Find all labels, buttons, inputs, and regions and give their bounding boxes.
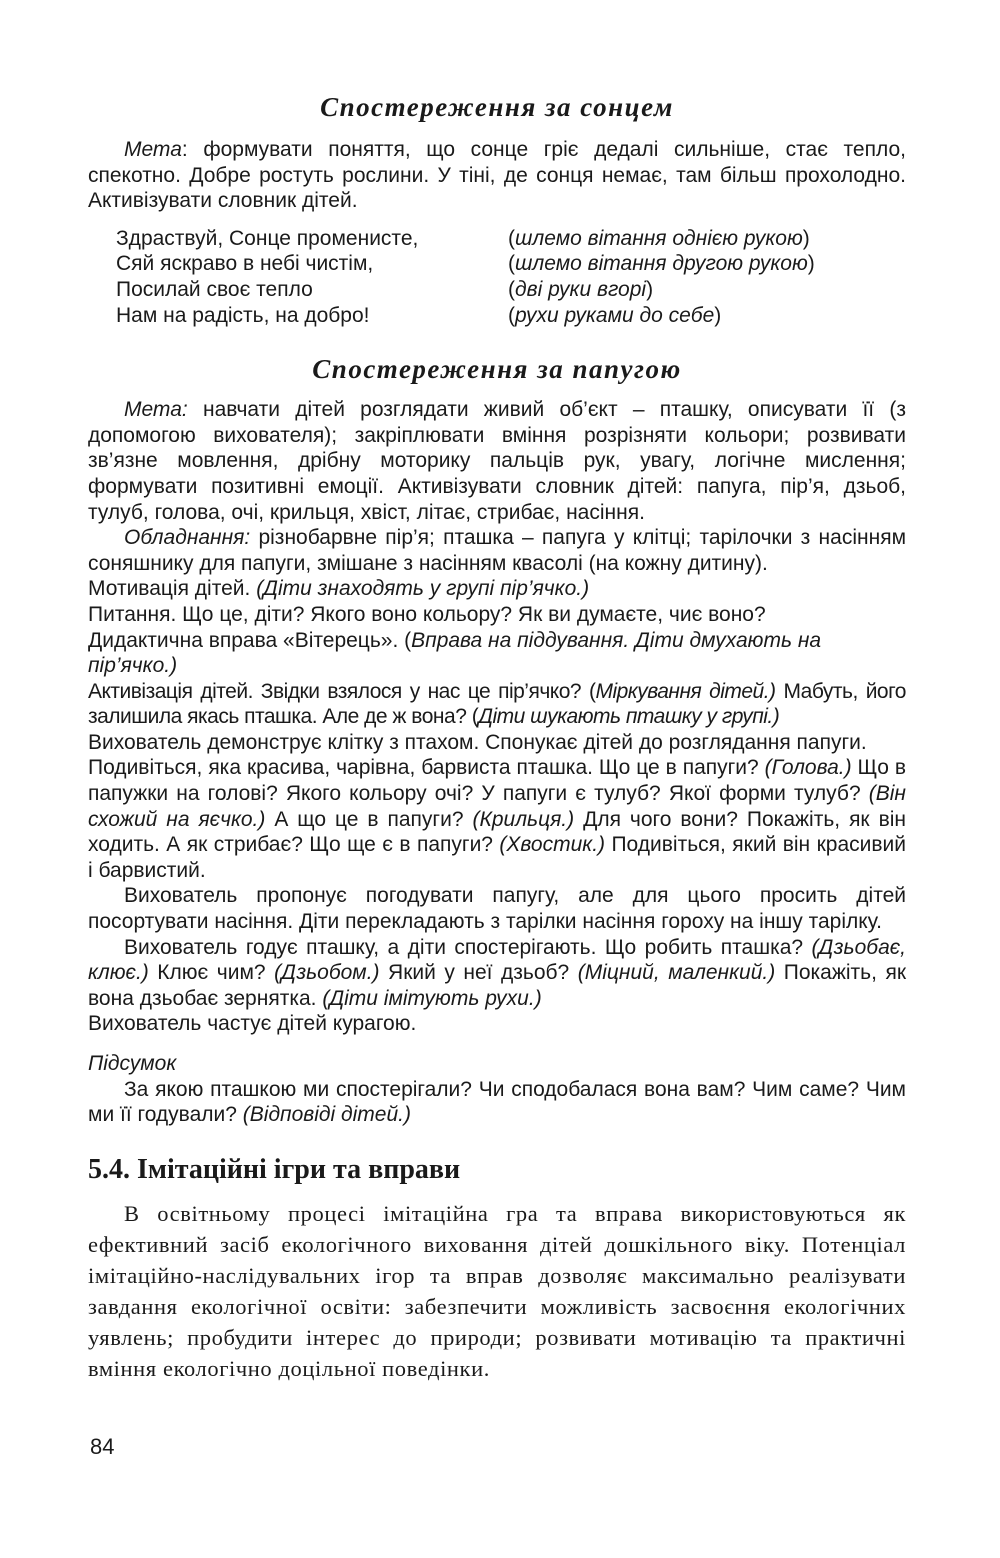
parrot-apricot: Вихователь частує дітей курагою. (88, 1012, 417, 1036)
page-number: 84 (90, 1434, 115, 1459)
poem-line: Нам на радість, на добро! (116, 303, 370, 327)
poem-action: (шлемо вітання однією рукою) (508, 226, 810, 250)
parrot-activation: Активізація дітей. Звідки взялося у нас це пір’ячко? (Міркування дітей.) Мабуть, його залишила якась пташка. Але де ж вона? (Діти шукають пташку у групі.) (88, 679, 906, 729)
parrot-motivation: Мотивація дітей. (Діти знаходять у групі пір’ячко.) (88, 577, 590, 601)
page-content (88, 92, 906, 1384)
parrot-body (88, 397, 906, 1128)
poem-action: (рухи руками до себе) (508, 303, 722, 327)
poem-line: Сяй яскраво в небі чистім, (116, 252, 374, 276)
poem-line: Посилай своє тепло (116, 277, 313, 301)
parrot-question: Питання. Що це, діти? Якого воно кольору? Як ви думаєте, чиє воно? (88, 602, 766, 626)
sun-goal-label: Мета (124, 138, 182, 161)
poem-action: (шлемо вітання другою рукою) (508, 252, 815, 276)
sun-goal-text: : формувати поняття, що сонце гріє дедалі сильніше, стає тепло, спекотно. Добре ростуть рослини. У тіні, де сонця немає, там більш прохолодно. Активізувати словник дітей. (88, 138, 906, 213)
parrot-equipment-paragraph: Обладнання: різнобарвне пір’я; пташка – папуга у клітці; тарілочки з насінням соняшнику для папуги, змішане з насінням квасолі (на кожну дитину). (88, 526, 906, 575)
summary-label: Підсумок (88, 1052, 177, 1075)
section-title-parrot: Спостереження за папугою (312, 354, 682, 385)
sun-goal-paragraph (88, 137, 906, 214)
parrot-sort-paragraph: Вихователь пропонує погодувати папугу, але для цього просить дітей посортувати насіння. Діти перекладають з тарілки насіння гороху на іншу тарілку. (88, 884, 906, 934)
sun-poem (116, 226, 906, 328)
parrot-teacher-shows: Вихователь демонструє клітку з птахом. Спонукає дітей до розглядання папуги. (88, 730, 867, 754)
summary-paragraph: За якою пташкою ми спостерігали? Чи сподобалася вона вам? Чим саме? Чим ми її годували? (Відповіді дітей.) (88, 1077, 906, 1127)
poem-action: (дві руки вгорі) (508, 277, 654, 301)
poem-line: Здраствуй, Сонце променисте, (116, 226, 419, 250)
section-title-sun: Спостереження за сонцем (320, 92, 674, 122)
parrot-feed-paragraph: Вихователь годує пташку, а діти спостерігають. Що робить пташка? (Дзьобає, клює.) Клює чим? (Дзьобом.) Який у неї дзьоб? (Міцний, маленкий.) Покажіть, як вона дзьобає зернятка. (Діти імітують рухи.) (88, 935, 907, 1010)
parrot-goal-paragraph: Мета: навчати дітей розглядати живий об’єкт – пташку, описувати її (з допомогою вихователя); закріплювати вміння розрізняти кольори; розвивати зв’язне мовлення, дрібну моторику пальців рук, увагу, логічне мислення; формувати позитивні емоції. Активізувати словник дітей: папуга, пір’я, дзьоб, тулуб, голова, очі, крильця, хвіст, літає, стрибає, насіння. (88, 398, 906, 524)
parrot-look-paragraph: Подивіться, яка красива, чарівна, барвиста пташка. Що це в папуги? (Голова.) Що в папужки на голові? Якого кольору очі? У папуги є тулуб? Якої форми тулуб? (Він схожий на яєчко.) А що це в папуги? (Крильця.) Для чого вони? Покажіть, як він ходить. А як стрибає? Що ще є в папуги? (Хвостик.) Подивіться, який він красивий і барвистий. (88, 756, 906, 882)
section-heading-imitation: 5.4. Імітаційні ігри та вправи (88, 1153, 461, 1185)
parrot-exercise: Дидактична вправа «Вітерець». (Вправа на піддування. Діти дмухають на пір’ячко.) (88, 628, 822, 678)
imitation-paragraph: В освітньому процесі імітаційна гра та вправа використовуються як ефективний засіб екологічного виховання дітей дошкільного віку. Потенціал імітаційно-наслідувальних ігор та вправ дозволяє максимально реалізувати завдання екологічної освіти: забезпечити можливість засвоєння екологічних уявлень; пробудити інтерес до природи; розвивати мотивацію та практичні вміння екологічно доцільної поведінки. (88, 1200, 906, 1381)
